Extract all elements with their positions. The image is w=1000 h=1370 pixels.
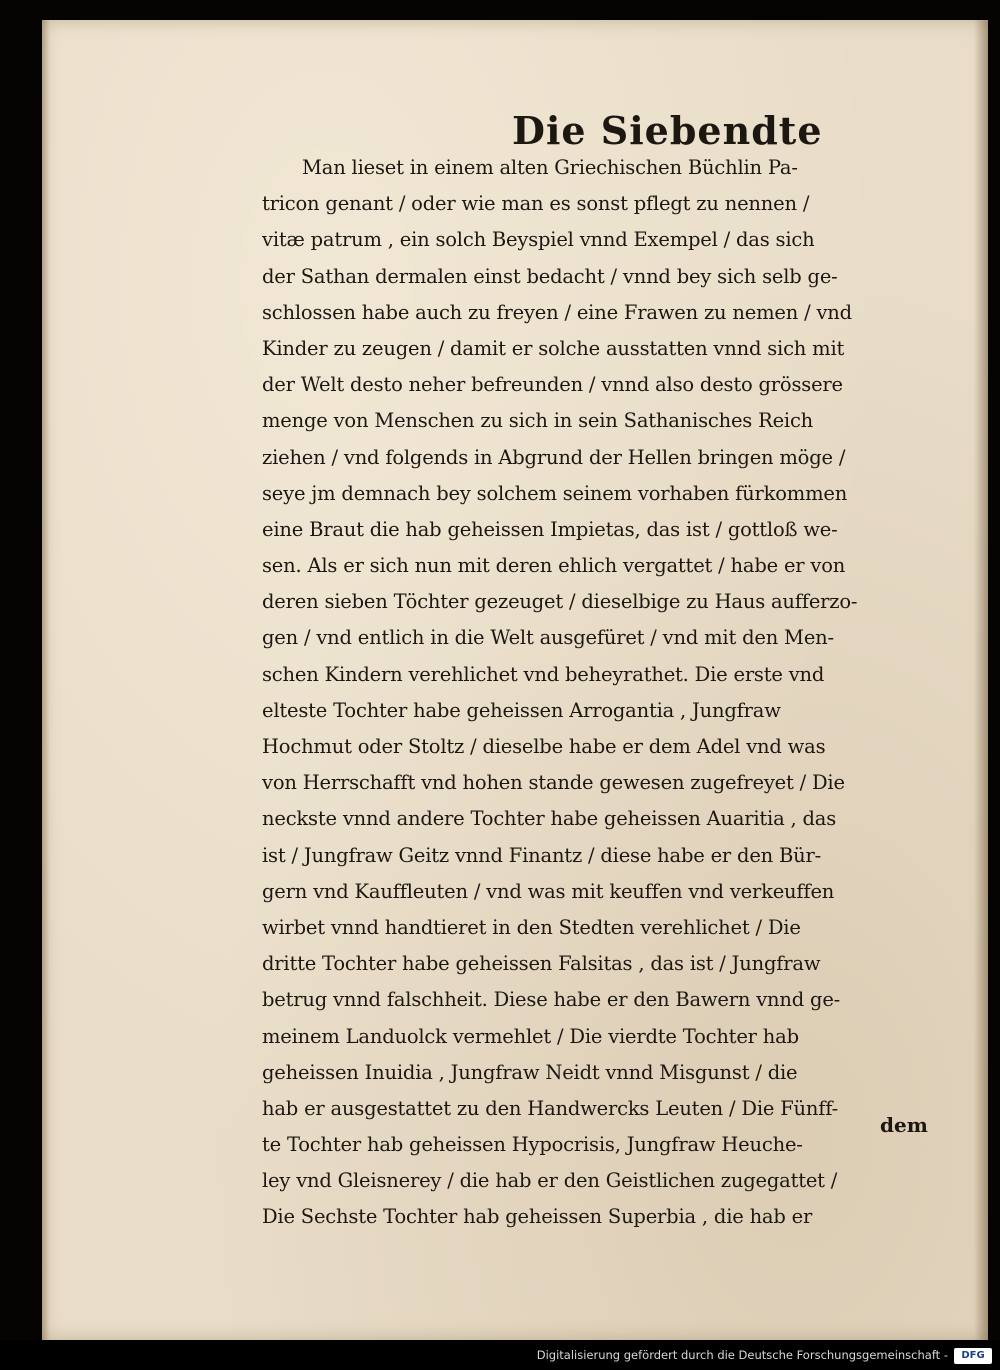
text-line: dritte Tochter habe geheissen Falsitas , das ist / Jungfraw xyxy=(262,952,821,976)
text-line: Kinder zu zeugen / damit er solche ausstatten vnnd sich mit xyxy=(262,336,845,360)
page-heading: Die Siebendte xyxy=(512,108,823,153)
body-text xyxy=(262,150,942,1236)
text-line: menge von Menschen zu sich in sein Sathanisches Reich xyxy=(262,409,814,433)
text-line: deren sieben Töchter gezeuget / dieselbige zu Haus aufferzo- xyxy=(262,590,858,614)
text-line: Hochmut oder Stoltz / dieselbe habe er dem Adel vnd was xyxy=(262,735,826,758)
text-line: geheissen Inuidia , Jungfraw Neidt vnnd Misgunst / die xyxy=(262,1060,798,1084)
text-line: schen Kindern verehlichet vnd beheyrathet. Die erste vnd xyxy=(262,662,825,686)
footer-bar xyxy=(0,1340,1000,1370)
dfg-logo: DFG xyxy=(954,1348,992,1364)
text-line: seye jm demnach bey solchem seinem vorhaben fürkommen xyxy=(262,481,848,505)
page-left-shadow xyxy=(42,20,50,1340)
text-line: betrug vnnd falschheit. Diese habe er den Bawern vnnd ge- xyxy=(262,988,841,1012)
text-line: gen / vnd entlich in die Welt ausgefüret / vnd mit den Men- xyxy=(262,626,834,650)
text-line: te Tochter hab geheissen Hypocrisis, Jungfraw Heuche- xyxy=(262,1133,803,1157)
text-line: Die Sechste Tochter hab geheissen Superbia , die hab er xyxy=(262,1205,813,1229)
text-line: meinem Landuolck vermehlet / Die vierdte Tochter hab xyxy=(262,1024,799,1048)
text-line: der Sathan dermalen einst bedacht / vnnd bey sich selb ge- xyxy=(262,264,838,288)
text-line: von Herrschafft vnd hohen stande gewesen zugefreyet / Die xyxy=(262,771,845,795)
text-line: tricon genant / oder wie man es sonst pflegt zu nennen / xyxy=(262,192,810,216)
text-line: sen. Als er sich nun mit deren ehlich vergattet / habe er von xyxy=(262,554,846,578)
text-line: ziehen / vnd folgends in Abgrund der Hellen bringen möge / xyxy=(262,445,846,469)
text-line: ley vnd Gleisnerey / die hab er den Geistlichen zugegattet / xyxy=(262,1169,838,1193)
text-line: elteste Tochter habe geheissen Arrogantia , Jungfraw xyxy=(262,698,781,722)
text-line: eine Braut die hab geheissen Impietas, das ist / gottloß we- xyxy=(262,517,838,541)
text-line: hab er ausgestattet zu den Handwercks Leuten / Die Fünff- xyxy=(262,1096,838,1120)
text-line: wirbet vnnd handtieret in den Stedten verehlichet / Die xyxy=(262,915,801,939)
text-line: schlossen habe auch zu freyen / eine Frawen zu nemen / vnd xyxy=(262,300,852,324)
text-line: gern vnd Kauffleuten / vnd was mit keuffen vnd verkeuffen xyxy=(262,879,835,903)
text-line: vitæ patrum , ein solch Beyspiel vnnd Exempel / das sich xyxy=(262,228,815,252)
funding-credit: Digitalisierung gefördert durch die Deutsche Forschungsgemeinschaft - xyxy=(536,1348,948,1362)
text-line: Man lieset in einem alten Griechischen Büchlin Pa- xyxy=(302,156,798,179)
text-line: neckste vnnd andere Tochter habe geheissen Auaritia , das xyxy=(262,807,837,831)
text-line: ist / Jungfraw Geitz vnnd Finantz / diese habe er den Bür- xyxy=(262,843,822,867)
text-line: der Welt desto neher befreunden / vnnd also desto grössere xyxy=(262,373,843,397)
catchword: dem xyxy=(880,1113,928,1137)
page-right-edge xyxy=(974,20,988,1340)
